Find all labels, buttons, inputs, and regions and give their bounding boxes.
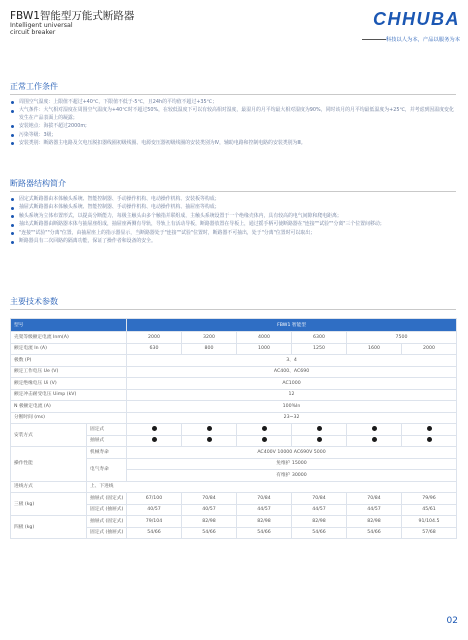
table-cell: 54/66	[237, 527, 292, 539]
table-row	[11, 389, 457, 401]
availability-dot	[317, 426, 322, 431]
table-cell: 40/57	[127, 504, 182, 516]
table-cell: 1000	[237, 343, 292, 355]
brand-logo: CHHUBA	[373, 9, 460, 29]
table-cell: 82/98	[347, 516, 402, 528]
list-item: 大气条件：大气相对湿度在周围空气温度为+40℃时不超过50%，在较低温度下可以有较高相对湿度，最湿月的月平均最大相对湿度为90%，同时该月的月平均最低温度为+25℃，并考虑到因温度变化发生在产品表面上的凝露；	[10, 107, 456, 122]
row-label: 安装方式	[11, 424, 87, 447]
table-cell: 有维护 30000	[127, 470, 457, 482]
availability-dot-cell	[347, 424, 402, 436]
row-sublabel: 抽屉式 (固定式)	[87, 516, 127, 528]
availability-dot	[427, 426, 432, 431]
slogan-divider	[362, 39, 386, 40]
table-cell: 630	[127, 343, 182, 355]
table-row	[11, 343, 457, 355]
section-title-env: 正常工作条件	[10, 82, 58, 91]
availability-dot	[152, 437, 157, 442]
table-row	[11, 378, 457, 390]
table-cell: 79/104	[127, 516, 182, 528]
table-cell: 7500	[347, 332, 457, 344]
table-cell: 54/66	[292, 527, 347, 539]
row-label: 四极 (kg)	[11, 516, 87, 539]
header-cell-model: 型号	[11, 319, 127, 332]
table-cell: 91/104.5	[402, 516, 457, 528]
list-item: 抽出式断路器由断路器本体与抽屉座组成，抽屉座两侧有导轨，导轨上有活动导板，断路器放置在导板上，通过摇手柄可使断路器在"连接""试验""分离"三个位置间移动；	[10, 221, 456, 228]
row-sublabel: 固定式	[87, 424, 127, 436]
availability-dot	[372, 437, 377, 442]
table-cell: 82/98	[237, 516, 292, 528]
table-row	[11, 516, 457, 528]
row-label: N 极额定电流 (A)	[11, 401, 127, 413]
section-divider	[10, 94, 456, 95]
availability-dot	[207, 437, 212, 442]
table-cell: 70/84	[237, 493, 292, 505]
table-cell: 1600	[347, 343, 402, 355]
table-cell: 免维护 15000	[127, 458, 457, 470]
row-sublabel: 固定式 (抽屉式)	[87, 527, 127, 539]
table-row	[11, 493, 457, 505]
table-cell: 上、下进线	[87, 481, 457, 493]
page-number: 02	[446, 616, 458, 626]
row-sublabel: 电气寿命	[87, 458, 127, 481]
table-cell: 1250	[292, 343, 347, 355]
table-row	[11, 366, 457, 378]
env-list	[10, 99, 456, 149]
table-cell: AC400V 10000 AC690V 5000	[127, 447, 457, 459]
availability-dot-cell	[237, 424, 292, 436]
row-label: 三极 (kg)	[11, 493, 87, 516]
brand-slogan: 科技以人为本，产品以服务为本	[385, 37, 460, 43]
availability-dot-cell	[127, 424, 182, 436]
row-sublabel: 抽屉式	[87, 435, 127, 447]
row-label: 操作性能	[11, 447, 87, 482]
row-label: 额定绝缘电压 Ui (V)	[11, 378, 127, 390]
availability-dot	[427, 437, 432, 442]
table-cell: 40/57	[182, 504, 237, 516]
table-cell: 70/84	[347, 493, 402, 505]
table-cell: 79/96	[402, 493, 457, 505]
table-cell: 2000	[402, 343, 457, 355]
list-item: 污染等级：3级；	[10, 132, 456, 139]
section-title-params: 主要技术参数	[10, 297, 58, 306]
table-cell: 70/84	[292, 493, 347, 505]
table-cell: 44/57	[292, 504, 347, 516]
list-item: 断路器具有二次回路的隔离功能，保证了操作者和设备的安全。	[10, 238, 456, 245]
table-row	[11, 412, 457, 424]
header-cell-series: FBW1 智能型	[127, 319, 457, 332]
availability-dot-cell	[402, 424, 457, 436]
availability-dot-cell	[182, 424, 237, 436]
row-label: 分断时间 (ms)	[11, 412, 127, 424]
table-cell: 3200	[182, 332, 237, 344]
table-cell: 45/61	[402, 504, 457, 516]
table-row	[11, 424, 457, 436]
availability-dot-cell	[402, 435, 457, 447]
table-row	[11, 355, 457, 367]
table-cell: AC1000	[127, 378, 457, 390]
row-label: 极数 (P)	[11, 355, 127, 367]
availability-dot-cell	[182, 435, 237, 447]
row-label: 额定冲击耐受电压 Uimp (kV)	[11, 389, 127, 401]
table-cell: 54/66	[347, 527, 402, 539]
product-title-en-line1: Intelligent universal	[10, 22, 73, 29]
table-cell: 82/98	[292, 516, 347, 528]
table-cell: 67/100	[127, 493, 182, 505]
table-row	[11, 481, 457, 493]
table-cell: 4000	[237, 332, 292, 344]
product-title-cn: FBW1智能型万能式断路器	[10, 10, 135, 22]
table-cell: 82/98	[182, 516, 237, 528]
table-cell: 57/68	[402, 527, 457, 539]
availability-dot	[207, 426, 212, 431]
availability-dot-cell	[292, 424, 347, 436]
list-item: 触头系统为立体布置形式，以提高分断能力，每极主触头由多个触指并联组成，主触头系统设置于一个绝缘壳体内，具有较高的电气间隙和爬电距离；	[10, 213, 456, 220]
table-cell: 6300	[292, 332, 347, 344]
table-cell: 44/57	[347, 504, 402, 516]
table-cell: 3、4	[127, 355, 457, 367]
row-label: 进线方式	[11, 481, 87, 493]
table-cell: 70/84	[182, 493, 237, 505]
table-cell: 54/66	[182, 527, 237, 539]
structure-list	[10, 196, 456, 247]
table-cell: 100%In	[127, 401, 457, 413]
availability-dot	[152, 426, 157, 431]
availability-dot	[372, 426, 377, 431]
table-cell: 800	[182, 343, 237, 355]
row-label: 壳架等级额定电流 Inm(A)	[11, 332, 127, 344]
table-row	[11, 447, 457, 459]
list-item: 抽屉式断路器由本体触头系统、智能控制器、手动操作机构、电动操作机构、抽屉座等构成；	[10, 204, 456, 211]
availability-dot	[317, 437, 322, 442]
availability-dot-cell	[237, 435, 292, 447]
row-sublabel: 机械寿命	[87, 447, 127, 459]
section-divider	[10, 309, 456, 310]
availability-dot	[262, 426, 267, 431]
availability-dot	[262, 437, 267, 442]
table-cell: AC400、AC690	[127, 366, 457, 378]
row-label: 额定电流 In (A)	[11, 343, 127, 355]
row-sublabel: 固定式 (抽屉式)	[87, 504, 127, 516]
list-item: "连接""试验""分离"位置，由抽屉座上的指示器显示，当断路器处于"连接""试验"位置时，断路器不可抽出，处于"分离"位置时可以取出；	[10, 230, 456, 237]
availability-dot-cell	[347, 435, 402, 447]
table-cell: 54/66	[127, 527, 182, 539]
table-cell: 12	[127, 389, 457, 401]
list-item: 固定式断路器由本体触头系统、智能控制器、手动操作机构、电动操作机构、安装板等构成；	[10, 196, 456, 203]
list-item: 安装类别：断路器主电路及欠电压脱扣器线圈初级线圈、电源变压器初级线圈的安装类别为Ⅳ，辅助电路和控制电路的安装类别为Ⅲ。	[10, 140, 456, 147]
row-sublabel: 抽屉式 (固定式)	[87, 493, 127, 505]
product-title-en-line2: circuit breaker	[10, 29, 56, 36]
table-cell: 44/57	[237, 504, 292, 516]
row-label: 额定工作电压 Ue (V)	[11, 366, 127, 378]
table-header-row	[11, 319, 457, 332]
list-item: 周围空气温度：上限值不超过+40℃，下限值不低于-5℃，且24h的平均值不超过+35℃；	[10, 99, 456, 106]
spec-table	[10, 318, 457, 539]
section-divider	[10, 191, 456, 192]
table-row	[11, 401, 457, 413]
page-header	[10, 8, 460, 48]
table-row	[11, 332, 457, 344]
availability-dot-cell	[127, 435, 182, 447]
table-cell: 23~32	[127, 412, 457, 424]
table-cell: 2000	[127, 332, 182, 344]
list-item: 安装地点：海拔不超过2000m;	[10, 123, 456, 130]
availability-dot-cell	[292, 435, 347, 447]
section-title-structure: 断路器结构简介	[10, 179, 66, 188]
